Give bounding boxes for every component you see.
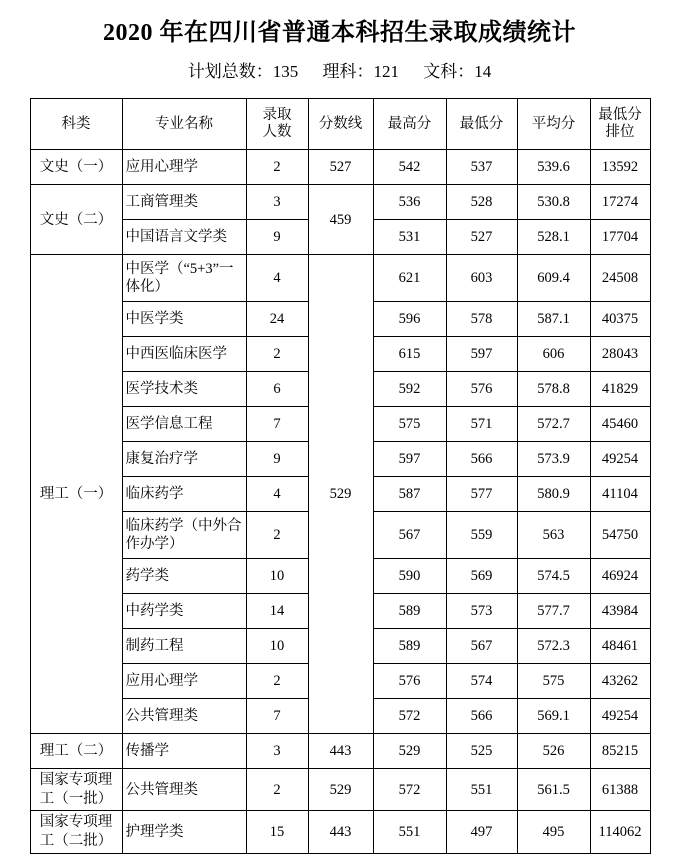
cell-category: 文史（一） — [30, 150, 122, 185]
cell-average: 578.8 — [517, 372, 590, 407]
cell-lowest: 567 — [446, 629, 517, 664]
cell-major: 护理学类 — [122, 811, 246, 853]
cell-average: 572.3 — [517, 629, 590, 664]
cell-lowest: 525 — [446, 734, 517, 769]
cell-rank: 61388 — [590, 769, 650, 811]
cell-average: 563 — [517, 512, 590, 559]
cell-count: 3 — [246, 185, 308, 220]
cell-category: 理工（一） — [30, 255, 122, 734]
cell-lowest: 603 — [446, 255, 517, 302]
cell-highest: 576 — [373, 664, 446, 699]
cell-highest: 551 — [373, 811, 446, 853]
cell-major: 工商管理类 — [122, 185, 246, 220]
cell-highest: 621 — [373, 255, 446, 302]
cell-rank: 28043 — [590, 337, 650, 372]
column-header-count — [246, 99, 308, 150]
column-header-score-line: 分数线 — [308, 99, 373, 150]
cell-count: 10 — [246, 559, 308, 594]
cell-rank: 49254 — [590, 442, 650, 477]
cell-highest: 529 — [373, 734, 446, 769]
table-row — [30, 255, 650, 302]
cell-rank: 49254 — [590, 699, 650, 734]
cell-rank: 17704 — [590, 220, 650, 255]
cell-score-line: 529 — [308, 769, 373, 811]
cell-average: 495 — [517, 811, 590, 853]
cell-category: 理工（二） — [30, 734, 122, 769]
column-header-lowest: 最低分 — [446, 99, 517, 150]
cell-count: 4 — [246, 477, 308, 512]
column-header-major: 专业名称 — [122, 99, 246, 150]
cell-major: 康复治疗学 — [122, 442, 246, 477]
cell-count: 3 — [246, 734, 308, 769]
cell-count: 10 — [246, 629, 308, 664]
cell-average: 606 — [517, 337, 590, 372]
cell-average: 580.9 — [517, 477, 590, 512]
plan-total-label: 计划总数：135 — [187, 62, 299, 81]
cell-major: 中西医临床医学 — [122, 337, 246, 372]
cell-highest: 567 — [373, 512, 446, 559]
column-header-count-line1: 录取 — [262, 106, 292, 123]
cell-average: 526 — [517, 734, 590, 769]
cell-rank: 54750 — [590, 512, 650, 559]
cell-highest: 592 — [373, 372, 446, 407]
cell-count: 24 — [246, 302, 308, 337]
table-row — [30, 734, 650, 769]
cell-major: 药学类 — [122, 559, 246, 594]
cell-count: 9 — [246, 442, 308, 477]
column-header-rank-line2: 排位 — [605, 124, 635, 141]
cell-major: 制药工程 — [122, 629, 246, 664]
document-page — [0, 18, 679, 861]
cell-major: 应用心理学 — [122, 150, 246, 185]
cell-major: 医学技术类 — [122, 372, 246, 407]
cell-highest: 589 — [373, 594, 446, 629]
cell-rank: 46924 — [590, 559, 650, 594]
cell-average: 569.1 — [517, 699, 590, 734]
table-row — [30, 769, 650, 811]
cell-highest: 536 — [373, 185, 446, 220]
cell-highest: 597 — [373, 442, 446, 477]
cell-major: 中医学类 — [122, 302, 246, 337]
cell-score-line: 527 — [308, 150, 373, 185]
cell-highest: 615 — [373, 337, 446, 372]
cell-count: 7 — [246, 407, 308, 442]
column-header-highest: 最高分 — [373, 99, 446, 150]
page-title: 2020 年在四川省普通本科招生录取成绩统计 — [103, 20, 576, 46]
cell-lowest: 597 — [446, 337, 517, 372]
cell-highest: 596 — [373, 302, 446, 337]
cell-average: 574.5 — [517, 559, 590, 594]
cell-rank: 85215 — [590, 734, 650, 769]
cell-count: 2 — [246, 150, 308, 185]
cell-average: 577.7 — [517, 594, 590, 629]
cell-average: 561.5 — [517, 769, 590, 811]
cell-count: 14 — [246, 594, 308, 629]
cell-lowest: 573 — [446, 594, 517, 629]
cell-count: 9 — [246, 220, 308, 255]
cell-lowest: 578 — [446, 302, 517, 337]
table-header-row — [30, 99, 650, 150]
cell-highest: 589 — [373, 629, 446, 664]
cell-score-line: 529 — [308, 255, 373, 734]
table-header — [30, 99, 650, 150]
cell-rank: 48461 — [590, 629, 650, 664]
cell-highest: 575 — [373, 407, 446, 442]
cell-major: 医学信息工程 — [122, 407, 246, 442]
cell-average: 609.4 — [517, 255, 590, 302]
table-body — [30, 150, 650, 853]
cell-major: 中药学类 — [122, 594, 246, 629]
cell-highest: 587 — [373, 477, 446, 512]
cell-rank: 41829 — [590, 372, 650, 407]
cell-major: 公共管理类 — [122, 699, 246, 734]
cell-highest: 531 — [373, 220, 446, 255]
cell-lowest: 576 — [446, 372, 517, 407]
column-header-count-line2: 人数 — [262, 124, 292, 141]
cell-count: 15 — [246, 811, 308, 853]
cell-major: 中国语言文学类 — [122, 220, 246, 255]
table-row — [30, 185, 650, 220]
cell-lowest: 527 — [446, 220, 517, 255]
cell-count: 6 — [246, 372, 308, 407]
cell-category: 国家专项理工（一批） — [30, 769, 122, 811]
cell-highest: 572 — [373, 769, 446, 811]
cell-lowest: 537 — [446, 150, 517, 185]
cell-average: 573.9 — [517, 442, 590, 477]
cell-rank: 43984 — [590, 594, 650, 629]
cell-lowest: 569 — [446, 559, 517, 594]
table-row — [30, 811, 650, 853]
cell-major: 临床药学 — [122, 477, 246, 512]
cell-highest: 590 — [373, 559, 446, 594]
cell-major: 中医学（“5+3”一体化） — [122, 255, 246, 302]
cell-lowest: 497 — [446, 811, 517, 853]
cell-average: 530.8 — [517, 185, 590, 220]
cell-average: 528.1 — [517, 220, 590, 255]
cell-count: 4 — [246, 255, 308, 302]
cell-count: 2 — [246, 512, 308, 559]
column-header-category: 科类 — [30, 99, 122, 150]
cell-rank: 41104 — [590, 477, 650, 512]
column-header-rank — [590, 99, 650, 150]
cell-score-line: 443 — [308, 734, 373, 769]
cell-lowest: 551 — [446, 769, 517, 811]
cell-count: 2 — [246, 337, 308, 372]
cell-rank: 114062 — [590, 811, 650, 853]
cell-lowest: 574 — [446, 664, 517, 699]
cell-rank: 13592 — [590, 150, 650, 185]
cell-lowest: 528 — [446, 185, 517, 220]
cell-average: 575 — [517, 664, 590, 699]
table-row — [30, 150, 650, 185]
cell-rank: 40375 — [590, 302, 650, 337]
cell-category: 国家专项理工（二批） — [30, 811, 122, 853]
cell-lowest: 577 — [446, 477, 517, 512]
science-total-label: 理科：121 — [322, 62, 399, 81]
cell-lowest: 559 — [446, 512, 517, 559]
cell-major: 公共管理类 — [122, 769, 246, 811]
cell-average: 572.7 — [517, 407, 590, 442]
cell-major: 传播学 — [122, 734, 246, 769]
cell-lowest: 571 — [446, 407, 517, 442]
cell-highest: 542 — [373, 150, 446, 185]
cell-highest: 572 — [373, 699, 446, 734]
column-header-rank-line1: 最低分 — [598, 106, 642, 123]
cell-lowest: 566 — [446, 699, 517, 734]
cell-category: 文史（二） — [30, 185, 122, 255]
arts-total-label: 文科：14 — [423, 62, 492, 81]
cell-rank: 24508 — [590, 255, 650, 302]
cell-count: 2 — [246, 664, 308, 699]
cell-average: 587.1 — [517, 302, 590, 337]
cell-lowest: 566 — [446, 442, 517, 477]
cell-rank: 43262 — [590, 664, 650, 699]
cell-score-line: 459 — [308, 185, 373, 255]
cell-score-line: 443 — [308, 811, 373, 853]
cell-rank: 45460 — [590, 407, 650, 442]
plan-summary — [0, 62, 679, 82]
cell-count: 7 — [246, 699, 308, 734]
cell-count: 2 — [246, 769, 308, 811]
column-header-average: 平均分 — [517, 99, 590, 150]
cell-major: 临床药学（中外合作办学） — [122, 512, 246, 559]
scores-table-container — [30, 98, 650, 853]
cell-rank: 17274 — [590, 185, 650, 220]
cell-major: 应用心理学 — [122, 664, 246, 699]
cell-average: 539.6 — [517, 150, 590, 185]
admission-scores-table — [30, 98, 651, 853]
